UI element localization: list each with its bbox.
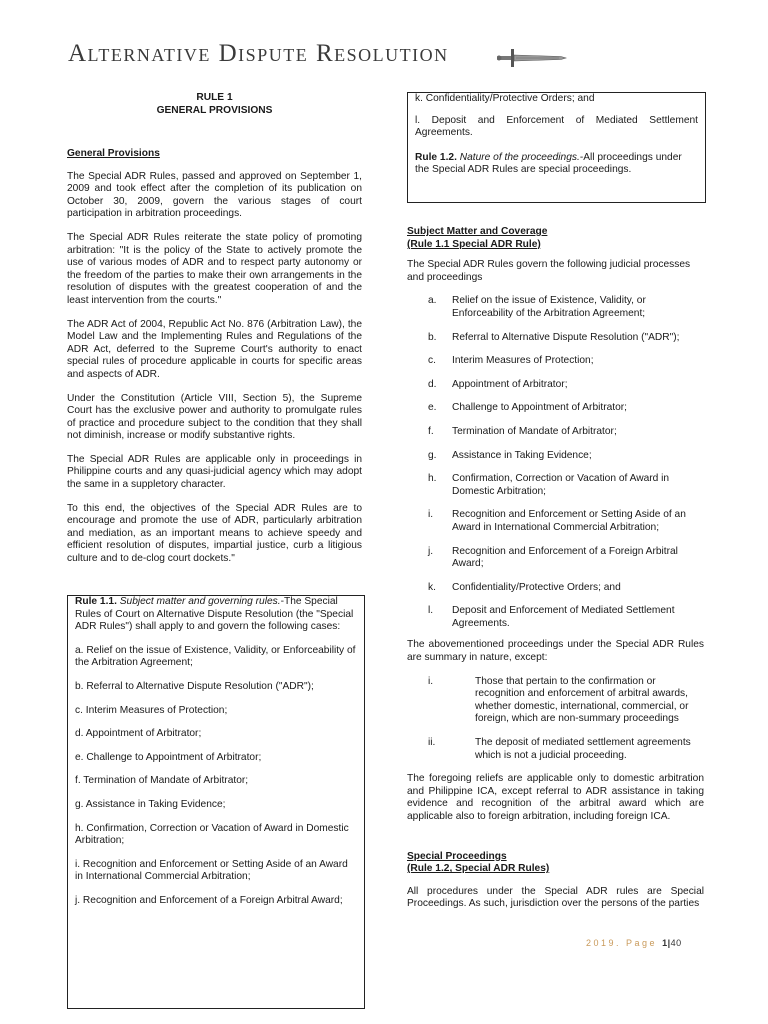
exceptions-list-text: Those that pertain to the confirmation or recognition and enforcement of arbitral awards, whether domestic, international, commercial, or foreign, which are non-summary proceedings (475, 675, 689, 725)
section-title-subject-matter: Subject Matter and Coverage (407, 226, 548, 237)
coverage-list-text: Relief on the issue of Existence, Validity, or Enforceability of the Arbitration Agreement; (452, 295, 646, 319)
coverage-list-text: Deposit and Enforcement of Mediated Settlement Agreements. (452, 605, 675, 629)
rule-1-1-paragraph (75, 596, 358, 634)
coverage-list-item (407, 332, 704, 345)
box-item-i: i. Recognition and Enforcement or Setting Aside of an Award in International Commercial Arbitration; (75, 858, 348, 883)
coverage-list-item (407, 605, 704, 630)
paragraph-state-policy: The Special ADR Rules reiterate the state policy of promoting arbitration: "It is the policy of the State to actively promote the use of various modes of ADR and to respect party autonomy or the freedom of the parties to make their own arrangements in the resolution of disputes with the greatest cooperation of and the least intervention from the courts." (67, 231, 362, 306)
coverage-list-text: Recognition and Enforcement or Setting Aside of an Award in International Commercial Arbitration; (452, 509, 686, 533)
box-item-l: l. Deposit and Enforcement of Mediated Settlement Agreements. (415, 114, 698, 139)
section-title-general-provisions: General Provisions (67, 148, 160, 159)
box-item-h: h. Confirmation, Correction or Vacation of Award in Domestic Arbitration; (75, 822, 349, 847)
box-item-b: b. Referral to Alternative Dispute Resolution ("ADR"); (75, 680, 314, 692)
coverage-list-text: Appointment of Arbitrator; (452, 378, 568, 390)
paragraph-constitution: Under the Constitution (Article VIII, Section 5), the Supreme Court has the exclusive power and authority to promulgate rules of practice and procedure subject to the condition that they shall not diminish, increase or modify substantive rights. (67, 392, 362, 442)
paragraph-applicability: The Special ADR Rules are applicable only in proceedings in Philippine courts and any quasi-judicial agency which may adopt the same in a suppletory character. (67, 453, 362, 491)
paragraph-objectives: To this end, the objectives of the Special ADR Rules are to encourage and promote the use of ADR, particularly arbitration and mediation, as an important means to achieve speedy and efficient resolution of disputes, impartial justice, curb a litigious culture and to de-clog court dockets." (67, 502, 362, 565)
coverage-list-text: Termination of Mandate of Arbitrator; (452, 425, 617, 437)
box-item-d: d. Appointment of Arbitrator; (75, 728, 202, 740)
footer-label: 2019. Page (586, 938, 658, 948)
coverage-list-marker: b. (428, 331, 437, 343)
section-title-special-proceedings: Special Proceedings (407, 850, 507, 862)
rule-1-1-label: Rule 1.1. (75, 596, 117, 607)
coverage-list-marker: g. (428, 449, 437, 461)
paragraph-adr-act: The ADR Act of 2004, Republic Act No. 876 (Arbitration Law), the Model Law and the Implementing Rules and Regulations of the ADR Act, deferred to the Supreme Court's authority to enact special rules of procedure applicable in courts for specific areas and aspects of ADR. (67, 318, 362, 380)
coverage-list-marker: l. (428, 605, 434, 617)
coverage-list-marker: f. (428, 425, 434, 437)
coverage-list-marker: k. (428, 581, 436, 593)
footer-total-pages: 40 (670, 938, 682, 948)
coverage-list-text: Challenge to Appointment of Arbitrator; (452, 402, 627, 414)
box-item-f: f. Termination of Mandate of Arbitrator; (75, 775, 249, 787)
paragraph-special-proceedings: All procedures under the Special ADR rules are Special Proceedings. As such, jurisdiction over the persons of the parties (407, 885, 704, 910)
box-item-j: j. Recognition and Enforcement of a Foreign Arbitral Award; (75, 894, 343, 906)
coverage-list-item (407, 402, 704, 415)
coverage-list-text: Referral to Alternative Dispute Resolution ("ADR"); (452, 331, 680, 343)
document-header-title: Alternative Dispute Resolution (68, 40, 449, 67)
rule-1-2-title: Nature of the proceedings. (459, 151, 580, 163)
coverage-list-item (407, 379, 704, 392)
paragraph-adr-rules-approval: The Special ADR Rules, passed and approved on September 1, 2009 and took effect after the completion of its publication on October 30, 2009, govern the various stages of court participation in arbitration proceedings. (67, 170, 362, 220)
exceptions-list-item (407, 737, 704, 762)
coverage-list-item (407, 546, 704, 571)
coverage-list-marker: c. (428, 355, 436, 367)
rule-1-2-text: -All proceedings under the Special ADR Rules are special proceedings. (415, 151, 682, 176)
section-subtitle-special-proceedings: (Rule 1.2, Special ADR Rules) (407, 863, 550, 875)
rule-1-2-paragraph (415, 152, 698, 177)
box-item-a: a. Relief on the issue of Existence, Validity, or Enforceability of the Arbitration Agreement; (75, 644, 356, 669)
rule-heading: RULE 1 (196, 92, 233, 103)
coverage-list-marker: a. (428, 295, 437, 307)
coverage-list-text: Recognition and Enforcement of a Foreign Arbitral Award; (452, 545, 678, 570)
coverage-list-item (407, 509, 704, 534)
rule-1-2-box (407, 92, 706, 203)
coverage-list-item (407, 295, 704, 320)
coverage-list-text: Interim Measures of Protection; (452, 355, 594, 367)
coverage-list (407, 295, 704, 630)
coverage-list-marker: j. (428, 545, 434, 557)
coverage-list-text: Assistance in Taking Evidence; (452, 449, 592, 461)
coverage-list-marker: i. (428, 509, 434, 521)
coverage-list-marker: h. (428, 473, 437, 485)
rule-subheading: GENERAL PROVISIONS (156, 104, 273, 116)
box-item-c: c. Interim Measures of Protection; (75, 704, 228, 716)
sword-icon (497, 44, 567, 72)
exceptions-list-marker: i. (428, 675, 434, 687)
paragraph-foregoing-reliefs: The foregoing reliefs are applicable only to domestic arbitration and Philippine ICA, except referral to ADR assistance in taking evidence and recognition of the arbitral award which are applicable also to foreign arbitration, including foreign ICA. (407, 773, 704, 822)
right-column (407, 226, 704, 911)
exceptions-list-item (407, 676, 704, 726)
coverage-list-item (407, 426, 704, 439)
coverage-list-text: Confidentiality/Protective Orders; and (452, 581, 621, 593)
left-column (67, 92, 362, 566)
coverage-list-marker: e. (428, 402, 437, 414)
exceptions-list-text: The deposit of mediated settlement agreements which is not a judicial proceeding. (475, 737, 691, 761)
footer-separator: | (667, 938, 671, 948)
box-item-g: g. Assistance in Taking Evidence; (75, 798, 226, 810)
box-item-e: e. Challenge to Appointment of Arbitrator; (75, 751, 262, 763)
coverage-list-item (407, 450, 704, 463)
coverage-list-item (407, 355, 704, 368)
exceptions-list (407, 676, 704, 763)
rule-1-2-label: Rule 1.2. (415, 151, 457, 163)
coverage-list-item (407, 582, 704, 595)
coverage-list-item (407, 473, 704, 498)
paragraph-judicial-processes: The Special ADR Rules govern the following judicial processes and proceedings (407, 259, 691, 283)
rule-1-1-title: Subject matter and governing rules. (119, 596, 281, 607)
rule-1-1-box (67, 595, 365, 1009)
footer-page-number: 1 (662, 938, 668, 948)
box-item-k: k. Confidentiality/Protective Orders; and (415, 93, 595, 104)
page-footer (586, 938, 682, 948)
paragraph-summary-nature: The abovementioned proceedings under the Special ADR Rules are summary in nature, except: (407, 639, 704, 664)
coverage-list-text: Confirmation, Correction or Vacation of Award in Domestic Arbitration; (452, 473, 670, 497)
rule-1-1-text: -The Special Rules of Court on Alternative Dispute Resolution (the "Special ADR Rules") shall apply to and govern the following cases: (75, 596, 354, 633)
coverage-list-marker: d. (428, 378, 437, 390)
exceptions-list-marker: ii. (428, 737, 436, 749)
section-subtitle-subject-matter: (Rule 1.1 Special ADR Rule) (407, 238, 541, 250)
